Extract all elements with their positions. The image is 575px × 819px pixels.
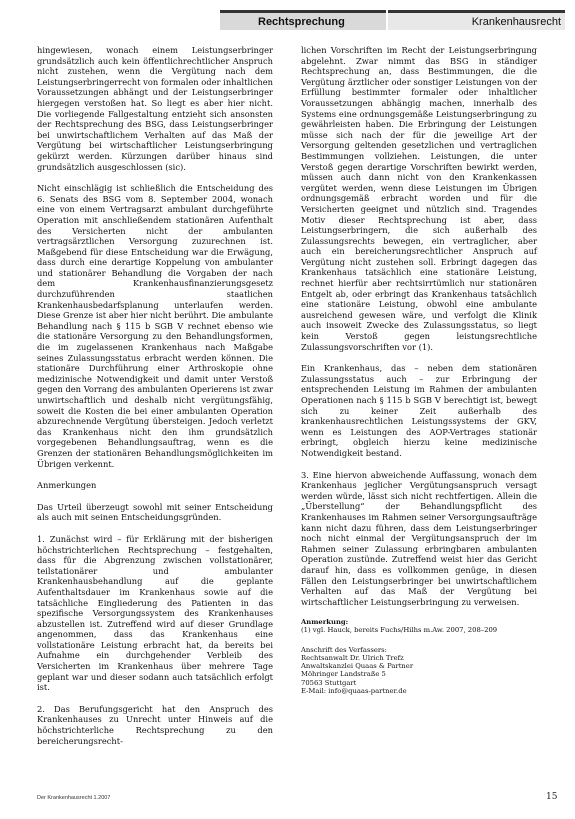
remarks-heading: Anmerkungen: [37, 480, 97, 491]
category-header: Krankenhausrecht: [388, 10, 565, 30]
left-paragraph-5: 2. Das Berufungsgericht hat den Anspruch des Krankenhauses zu Unrecht unter Hinweis auf die höchstrichterliche Rechtsprechung zu den bereicherungsrecht-: [37, 703, 273, 746]
author-intro: Anschrift des Verfassers:: [301, 645, 387, 654]
author-email: E-Mail: info@quaas-partner.de: [301, 686, 407, 695]
author-city: 70563 Stuttgart: [301, 678, 357, 687]
author-address: [301, 646, 537, 695]
left-paragraph-2: Nicht einschlägig ist schließlich die Entscheidung des 6. Senats des BSG vom 8. September 2004, wonach eine von einem Vertragsarzt ambulant durchgeführte Operation mit anschließendem stationären Aufenthalt des Versicherten nicht der ambulanten vertragsärztlichen Versorgung zuzurechnen ist. Maßgebend für diese Entscheidung war die Erwägung, dass durch eine derartige Koppelung von ambulanter und stationärer Behandlung die Vorgaben der nach dem Krankenhausfinanzierungsgesetz durchzuführenden staatlichen Krankenhausbedarfsplanung unterlaufen werden. Diese Grenze ist aber hier nicht berührt. Die ambulante Behandlung nach § 115 b SGB V rechnet ebenso wie die stationäre Versorgung zu den Behandlungsformen, die im zugelassenen Krankenhaus nach Maßgabe seines Zulassungsstatus erbracht werden können. Die stationäre Durchführung einer Arthroskopie ohne medizinische Notwendigkeit und damit unter Verstoß gegen den Vorrang des ambulanten Operierens ist zwar unwirtschaftlich und deshalb nicht vergütungsfähig, soweit die Kosten die bei einer ambulanten Operation abzurechnende Vergütung übersteigen. Jedoch verletzt das Krankenhaus nicht den ihm grundsätzlich vorgegebenen Behandlungsauftrag, wenn es die Grenzen der stationären Behandlungsmöglichkeiten im Übrigen verkennt.: [37, 183, 273, 469]
page-number: 15: [546, 792, 558, 802]
footnote-heading: Anmerkung:: [301, 618, 349, 627]
journal-footer: Der Krankenhausrecht 1.2007: [37, 795, 111, 801]
right-paragraph-2: Ein Krankenhaus, das – neben dem stationären Zulassungsstatus auch – zur Erbringung der entsprechenden Leistung im Rahmen der ambulanten Operationen nach § 115 b SGB V berechtigt ist, bewegt sich zu keiner Zeit außerhalb des krankenhausrechtlichen Leistungssystems der GKV, wenn es Leistungen des AOP-Vertrages stationär erbringt, obgleich hierzu keine medizinische Notwendigkeit bestand.: [301, 363, 537, 458]
left-paragraph-3: Das Urteil überzeugt sowohl mit seiner Entscheidung als auch mit seinen Entscheidungsgründen.: [37, 501, 273, 523]
right-paragraph-3: 3. Eine hiervon abweichende Auffassung, wonach dem Krankenhaus jeglicher Vergütungsanspruch versagt werden würde, lässt sich nicht rechtfertigen. Allein die „Überstellung“ der Behandlungspflicht des Krankenhauses im Rahmen seiner Versorgungsaufträge kann nicht dazu führen, dass dem Leistungserbringer noch nicht einmal der Vergütungsanspruch der im Rahmen seiner Zulassung erbringbaren ambulanten Operation zustünde. Zutreffend weist hier das Gericht darauf hin, dass es vollkommen genüge, in diesen Fällen den Leistungserbringer bei unwirtschaftlichem Verhalten auf das Maß der Vergütung bei wirtschaftlicher Leistungserbringung zu verweisen.: [301, 469, 537, 607]
right-column: [301, 45, 537, 695]
left-paragraph-1: hingewiesen, wonach einem Leistungserbringer grundsätzlich auch kein öffentlichrechtlicher Anspruch nicht zustehen, wenn die Vergütung nach dem Leistungserbringerrecht von formalen oder inhaltlichen Voraussetzungen abhängt und der Leistungserbringer hiergegen verstoßen hat. So liegt es aber hier nicht. Die vorliegende Fallgestaltung entzieht sich ansonsten der Rechtsprechung des BSG, dass Leistungserbringer bei unwirtschaftlichem Verhalten auf das Maß der Vergütung bei wirtschaftlicher Leistungserbringung gekürzt werden. Kürzungen darüber hinaus sind grundsätzlich ausgeschlossen (sic).: [37, 45, 273, 172]
footnote-text: (1) vgl. Hauck, bereits Fuchs/Hilhs m.Aw. 2007, 208–209: [301, 626, 498, 635]
author-name: Rechtsanwalt Dr. Ulrich Trefz: [301, 653, 404, 662]
section-header: Rechtsprechung: [220, 10, 386, 30]
footnote: [301, 618, 537, 634]
author-firm: Anwaltskanzlei Quaas & Partner: [301, 662, 414, 671]
left-paragraph-4: 1. Zunächst wird – für Erklärung mit der bisherigen höchstrichterlichen Rechtsprechung – festgehalten, dass für die Abgrenzung zwischen vollstationärer, teilstationärer und ambulanter Krankenhausbehandlung auf die geplante Aufenthaltsdauer im Krankenhaus sowie auf die tatsächliche Eingliederung des Patienten in das spezifische Versorgungssystem des Krankenhauses abzustellen ist. Zutreffend wird auf dieser Grundlage angenommen, dass das Krankenhaus eine vollstationäre Leistung erbracht hat, da bereits bei Aufnahme ein durchgehender Verbleib des Versicherten im Krankenhaus über mehrere Tage geplant war und dieser sodann auch tatsächlich erfolgt ist.: [37, 533, 273, 693]
author-street: Möhringer Landstraße 5: [301, 670, 386, 679]
left-column: [37, 45, 273, 746]
right-paragraph-1: lichen Vorschriften im Recht der Leistungserbringung abgelehnt. Zwar nimmt das BSG in ständiger Rechtsprechung an, dass Bestimmungen, die die Vergütung ärztlicher oder sonstiger Leistungen von der Erfüllung bestimmter formaler oder inhaltlicher Voraussetzungen abhängig machen, innerhalb des Systems eine ordnungsgemäße Leistungserbringung zu gewährleisten haben. Die Erbringung der Leistungen müsse sich nach der für die jeweilige Art der Versorgung geltenden gesetzlichen und vertraglichen Bestimmungen vollziehen. Leistungen, die unter Verstoß gegen derartige Vorschriften bewirkt werden, müssen auch dann nicht von den Krankenkassen vergütet werden, wenn diese Leistungen im Übrigen ordnungsgemäß erbracht worden und für die Versicherten geeignet und nützlich sind. Tragendes Motiv dieser Rechtsprechung ist aber, dass Leistungserbringern, die sich außerhalb des Zulassungsrechts bewegen, ein vertraglicher, aber auch ein bereicherungsrechtlicher Anspruch auf Vergütung nicht zustehen soll. Erbringt dagegen das Krankenhaus tatsächlich eine stationäre Leistung, rechnet hierfür aber rechtsirrtümlich nur stationären Entgelt ab, oder erbringt das Krankenhaus tatsächlich eine stationäre Leistung, obwohl eine ambulante ausreichend gewesen wäre, und verfolgt die Klinik auch insoweit Zwecke des Zulassungsstatus, so liegt kein Verstoß gegen leistungsrechtliche Zulassungsvorschriften vor (1).: [301, 45, 537, 352]
